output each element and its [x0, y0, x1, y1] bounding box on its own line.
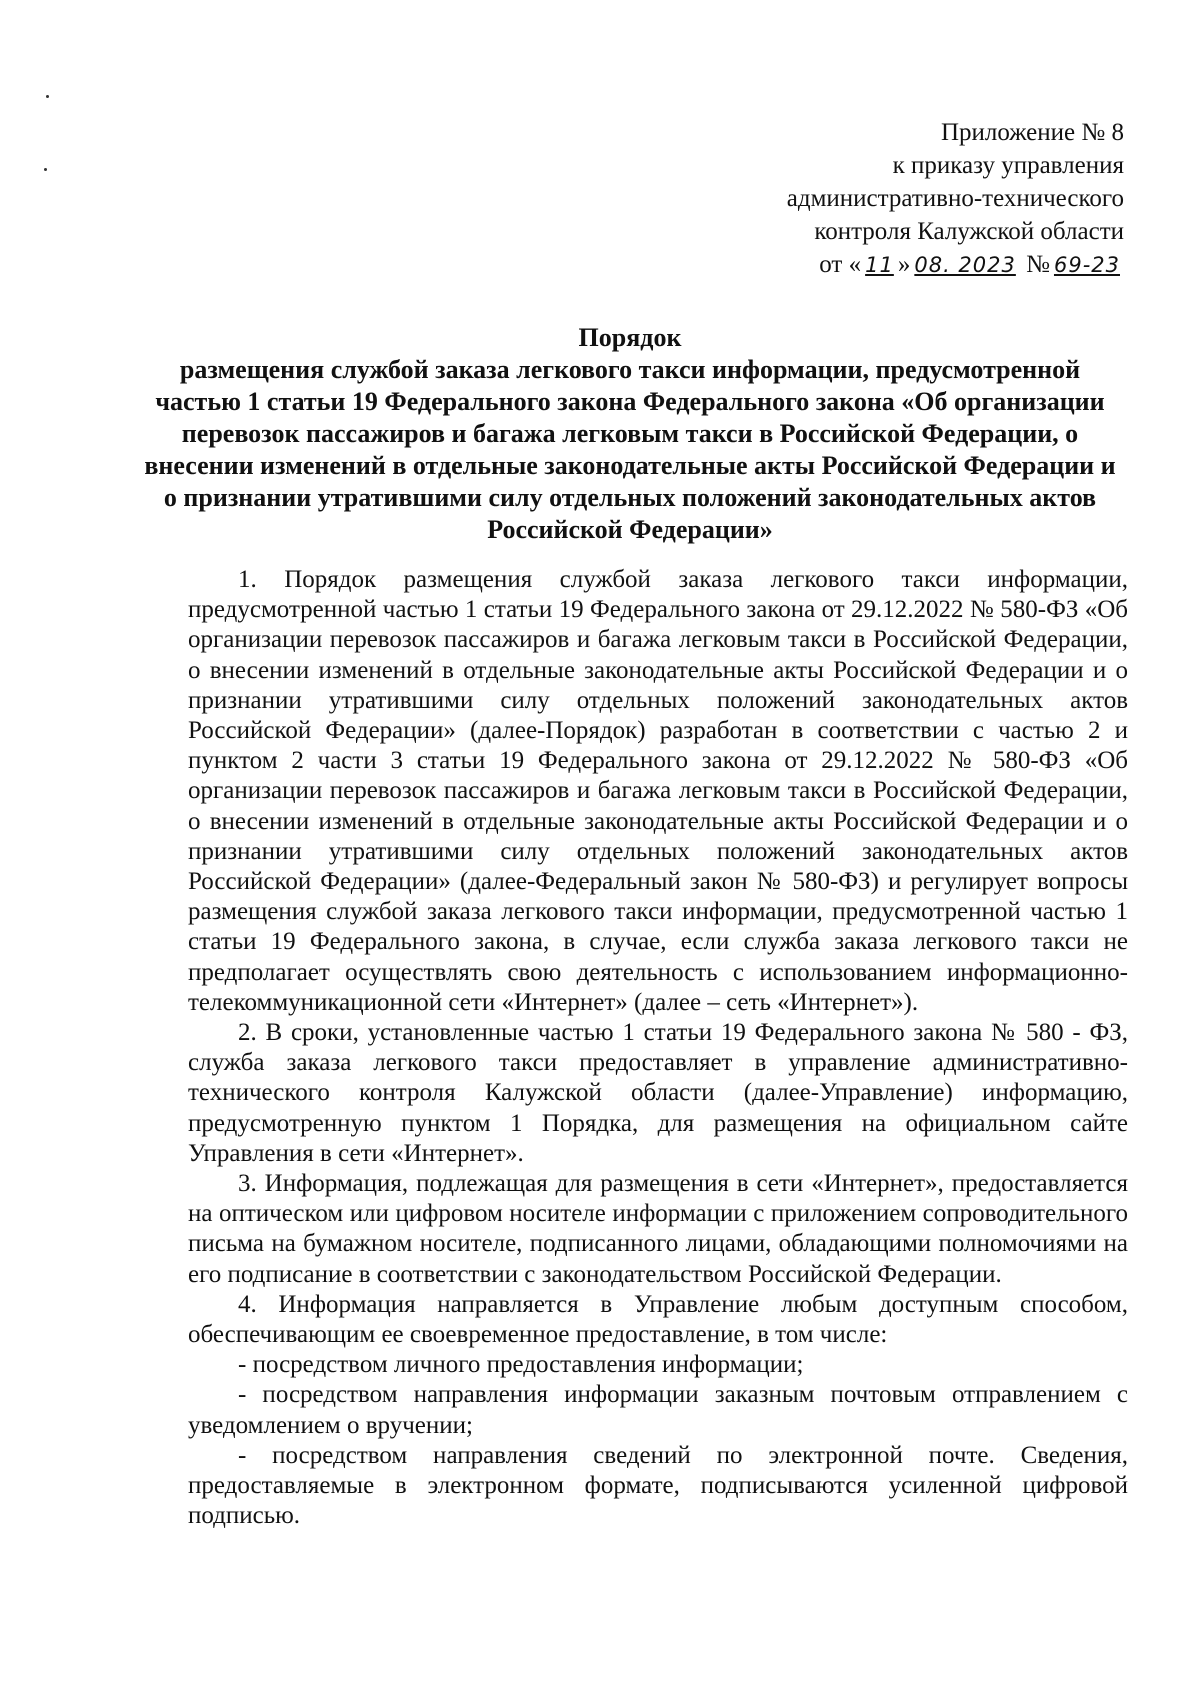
- appendix-line-order: к приказу управления: [892, 152, 1124, 179]
- list-item-personal: - посредством личного предоставления информации;: [238, 1351, 804, 1379]
- list-item-email: - посредством направления сведений по электронной почте. Сведения, предоставляемые в электронном формате, подписываются усиленной цифровой подписью.: [188, 1441, 1128, 1530]
- paragraph-2: 2. В сроки, установленные частью 1 статьи 19 Федерального закона № 580 - ФЗ, служба заказа легкового такси предоставляет в управление административно-технического контроля Калужской области (далее-Управление) информацию, предусмотренную пунктом 1 Порядка, для размещения на официальном сайте Управления в сети «Интернет».: [188, 1019, 1128, 1167]
- appendix-line-department: административно-технического: [786, 185, 1124, 212]
- title-subtitle: размещения службой заказа легкового такси информации, предусмотренной частью 1 статьи 19 Федерального закона Федерального закона «Об организации перевозок пассажиров и багажа легковым такси в Российской Федерации, о внесении изменений в отдельные законодательные акты Российской Федерации и о признании утратившими силу отдельных положений законодательных актов Российской Федерации»: [144, 355, 1116, 544]
- appendix-header: [684, 116, 1124, 282]
- appendix-title: Приложение № 8: [940, 119, 1124, 146]
- scan-speck: [44, 168, 47, 171]
- date-month-year: 08. 2023: [914, 253, 1016, 277]
- document-body: [188, 565, 1128, 1532]
- number-prefix: №: [1026, 251, 1050, 278]
- paragraph-4: 4. Информация направляется в Управление любым доступным способом, обеспечивающим ее своевременное предоставление, в том числе:: [188, 1290, 1128, 1349]
- date-middle: »: [897, 251, 911, 278]
- appendix-line-region: контроля Калужской области: [814, 218, 1124, 245]
- paragraph-3: 3. Информация, подлежащая для размещения в сети «Интернет», предоставляется на оптическом или цифровом носителе информации с приложением сопроводительного письма на бумажном носителе, подписанного лицами, обладающими полномочиями на его подписание в соответствии с законодательством Российской Федерации.: [188, 1170, 1128, 1288]
- document-title: [140, 322, 1120, 546]
- appendix-date-line: [684, 248, 1124, 282]
- title-main: Порядок: [578, 323, 682, 352]
- date-prefix: от «: [819, 251, 862, 278]
- paragraph-1: 1. Порядок размещения службой заказа легкового такси информации, предусмотренной частью 1 статьи 19 Федерального закона от 29.12.2022 № 580-ФЗ «Об организации перевозок пассажиров и багажа легковым такси в Российской Федерации, о внесении изменений в отдельные законодательные акты Российской Федерации и о признании утратившими силу отдельных положений законодательных актов Российской Федерации» (далее-Порядок) разработан в соответствии с частью 2 и пунктом 2 части 3 статьи 19 Федерального закона от 29.12.2022 № 580-ФЗ «Об организации перевозок пассажиров и багажа легковым такси в Российской Федерации, о внесении изменений в отдельные законодательные акты Российской Федерации и о признании утратившими силу отдельных положений законодательных актов Российской Федерации» (далее-Федеральный закон № 580-ФЗ) и регулирует вопросы размещения службой заказа легкового такси информации, предусмотренной частью 1 статьи 19 Федерального закона, в случае, если служба заказа легкового такси не предполагает осуществлять свою деятельность с использованием информационно-телекоммуникационной сети «Интернет» (далее – сеть «Интернет»).: [188, 566, 1128, 1016]
- scan-speck: [46, 95, 49, 98]
- date-day: 11: [865, 253, 894, 277]
- order-number: 69-23: [1053, 253, 1120, 277]
- list-item-registered-mail: - посредством направления информации заказным почтовым отправлением с уведомлением о вручении;: [188, 1381, 1128, 1439]
